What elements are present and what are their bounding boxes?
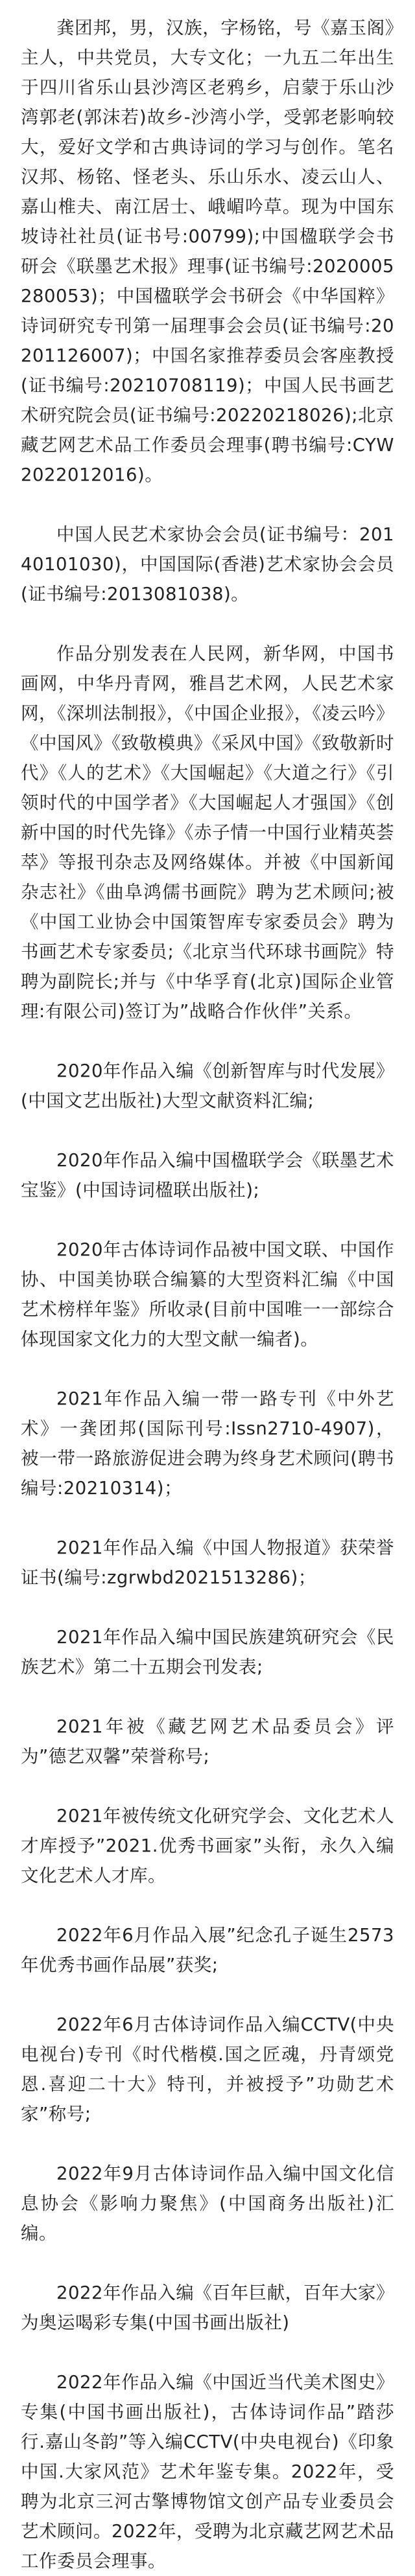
paragraph-2021-talent: 2021年被传统文化研究学会、文化艺术人才库授予”2021.优秀书画家”头衔，永久入编文化艺术人才库。 xyxy=(21,1806,394,1886)
paragraph-publications: 作品分别发表在人民网，新华网，中国书画网，中华丹青网，雅昌艺术网，人民艺术家网，《深圳法制报》，《中国企业报》，《凌云吟》《中国风》《致敬模典》《采风中国》《致敬新时代》《人的艺术》《大国崛起》《大道之行》《引领时代的中国学者》《大国崛起人才强国》《创新中国的时代先锋》《赤子情一中国行业精英荟萃》等报刊杂志及网络媒体。并被《中国新闻杂志社》《曲阜鸿儒书画院》聘为艺术顾问;被《中国工业协会中国策智库专家委员会》聘为书画艺术专家委员;《北京当代环球书画院》特聘为副院长;并与《中华孚育(北京)国际企业管理:有限公司)签订为”战略合作伙伴”关系。 xyxy=(21,643,394,1022)
paragraph-2020-lianmo: 2020年作品入编中国楹联学会《联墨艺术宝鉴》(中国诗词楹联出版社); xyxy=(21,1150,394,1201)
paragraph-2021-ethnic-art: 2021年作品入编中国民族建筑研究会《民族艺术》第二十五期会刊发表; xyxy=(21,1627,394,1677)
paragraph-2022-cctv: 2022年6月古体诗词作品入编CCTV(中央电视台)专刊《时代楷模.国之匠魂，丹青颂党恩.喜迎二十大》特刊，并被授予”功勋艺术家”称号; xyxy=(21,2014,394,2124)
paragraph-2020-yearbook: 2020年古体诗词作品被中国文联、中国作协、中国美协联合编纂的大型资料汇编《中国艺术榜样年鉴》所收录(目前中国唯一一部综合体现国家文化力的大型文献一编者)。 xyxy=(21,1239,394,1350)
paragraph-2020-innovation: 2020年作品入编《创新智库与时代发展》(中国文艺出版社)大型文献资料汇编; xyxy=(21,1061,394,1111)
paragraph-memberships: 中国人民艺术家协会会员(证书编号：20140101030)，中国国际(香港)艺术家协会会员(证书编号:2013081038)。 xyxy=(21,524,394,604)
paragraph-2021-people-report: 2021年作品入编《中国人物报道》获荣誉证书(编号:zgrwbd2021513286)； xyxy=(21,1537,394,1588)
paragraph-biography: 龚团邦，男，汉族，字杨铭，号《嘉玉阁》主人，中共党员，大专文化；一九五二年出生于四川省乐山县沙湾区老鸦乡，启蒙于乐山沙湾郭老(郭沫若)故乡-沙湾小学，受郭老影响较大，爱好文学和古典诗词的学习与创作。笔名汉邦、杨铭、怪老头、乐山乐水、凌云山人、嘉山椎夫、南江居士、峨嵋吟草。现为中国东坡诗社社员(证书号:00799);中国楹联学会书研会《联墨艺术报》理事(证书编号:2020005280053)；中国楹联学会书研会《中华国粹》诗词研究专刊第一届理事会会员(证书编号:20201126007)；中国名家推荐委员会客座教授(证书编号:20210708119)；中国人民书画艺术研究院会员(证书编号:20220218026);北京藏艺网艺术品工作委员会理事(聘书编号:CYW2022012016)。 xyxy=(21,17,394,485)
paragraph-2022-confucius: 2022年6月作品入展”纪念孔子诞生2573年优秀书画作品展”获奖; xyxy=(21,1925,394,1975)
paragraph-2022-olympics: 2022年作品入编《百年巨献，百年大家》为奥运喝彩专集(中国书画出版社) xyxy=(21,2283,394,2333)
paragraph-2021-honor: 2021年被《藏艺网艺术品委员会》评为”德艺双馨”荣誉称号; xyxy=(21,1716,394,1767)
paragraph-2022-influence: 2022年9月古体诗词作品入编中国文化信息协会《影响力聚焦》(中国商务出版社)汇编。 xyxy=(21,2163,394,2244)
paragraph-2022-art-history: 2022年作品入编《中国近当代美术图史》专集(中国书画出版社)，古体诗词作品”踏莎行.嘉山冬韵”等入编CCTV(中央电视台)《印象中国.大家风范》艺术年鉴专集。2022年，受聘为北京三河古擎博物馆文创产品专业委员会艺术顾问。2022年，受聘为北京藏艺网艺术品工作委员会理事。 xyxy=(21,2372,394,2571)
paragraph-2021-beltroad: 2021年作品入编一带一路专刊《中外艺术》一龚团邦(国际刊号:Issn2710-4907)，被一带一路旅游促进会聘为终身艺术顾问(聘书编号:20210314)； xyxy=(21,1388,394,1499)
